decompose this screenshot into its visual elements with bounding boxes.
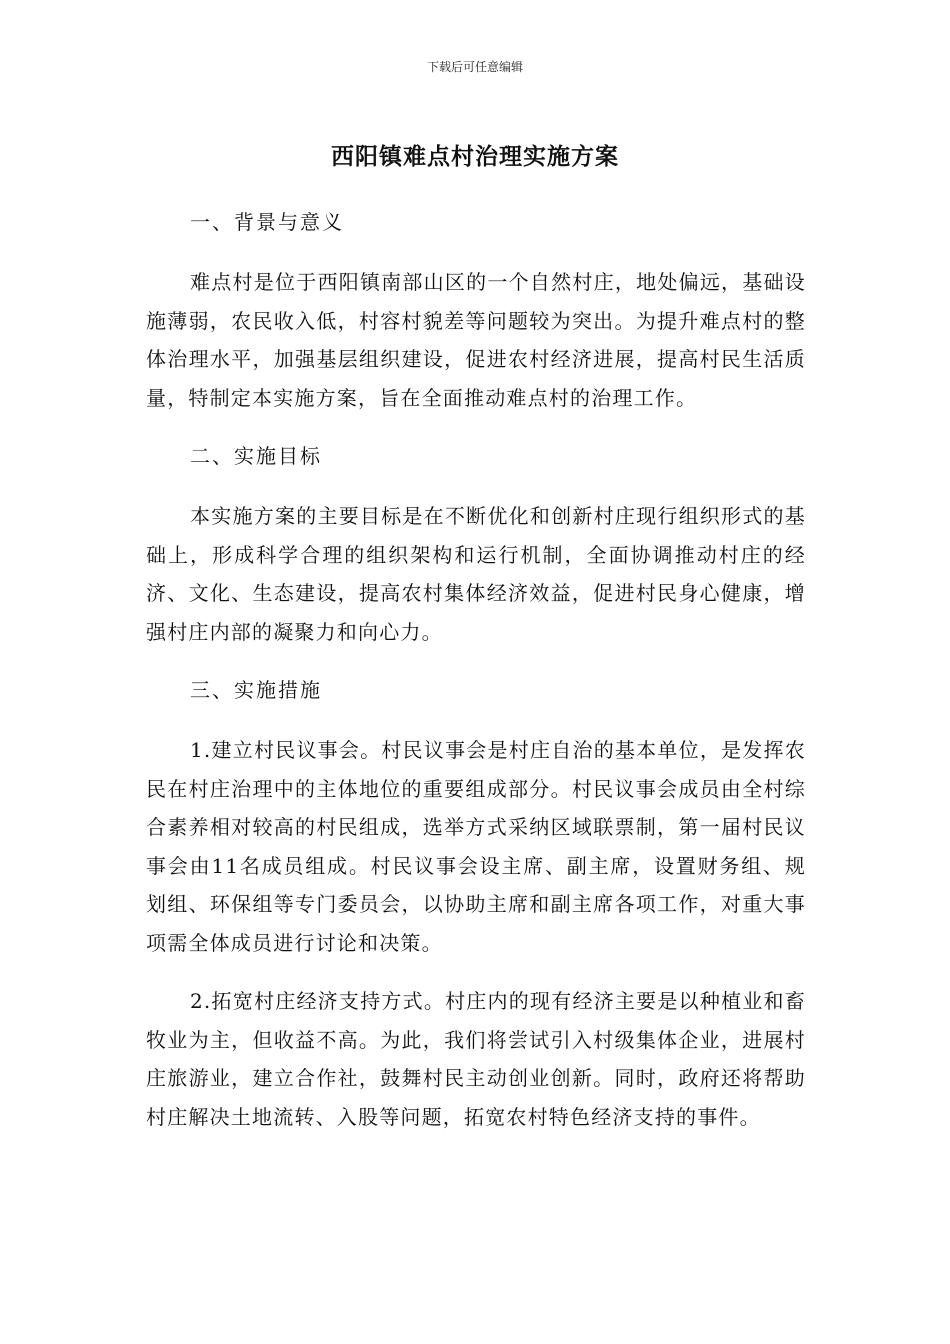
- paragraph-measure-1: 1.建立村民议事会。村民议事会是村庄自治的基本单位，是发挥农民在村庄治理中的主体地位的重要组成部分。村民议事会成员由全村综合素养相对较高的村民组成，选举方式采纳区域联票制，第一届村民议事会由11名成员组成。村民议事会设主席、副主席，设置财务组、规划组、环保组等专门委员会，以协助主席和副主席各项工作，对重大事项需全体成员进行讨论和决策。: [146, 738, 806, 955]
- section-heading-measures: 三、实施措施: [190, 678, 322, 702]
- section-heading-goals: 二、实施目标: [190, 444, 322, 468]
- section-heading-background: 一、背景与意义: [190, 210, 344, 234]
- paragraph-background: 难点村是位于西阳镇南部山区的一个自然村庄，地处偏远，基础设施薄弱，农民收入低，村容村貌差等问题较为突出。为提升难点村的整体治理水平，加强基层组织建设，促进农村经济进展，提高村民生活质量，特制定本实施方案，旨在全面推动难点村的治理工作。: [146, 270, 806, 410]
- paragraph-goals: 本实施方案的主要目标是在不断优化和创新村庄现行组织形式的基础上，形成科学合理的组织架构和运行机制，全面协调推动村庄的经济、文化、生态建设，提高农村集体经济效益，促进村民身心健康，增强村庄内部的凝聚力和向心力。: [146, 504, 806, 644]
- paragraph-measure-2: 2.拓宽村庄经济支持方式。村庄内的现有经济主要是以种植业和畜牧业为主，但收益不高。为此，我们将尝试引入村级集体企业，进展村庄旅游业，建立合作社，鼓舞村民主动创业创新。同时，政府还将帮助村庄解决土地流转、入股等问题，拓宽农村特色经济支持的事件。: [146, 989, 806, 1129]
- document-body: [146, 203, 806, 1136]
- document-title: 西阳镇难点村治理实施方案: [331, 144, 619, 170]
- header-note: 下载后可任意编辑: [426, 60, 523, 74]
